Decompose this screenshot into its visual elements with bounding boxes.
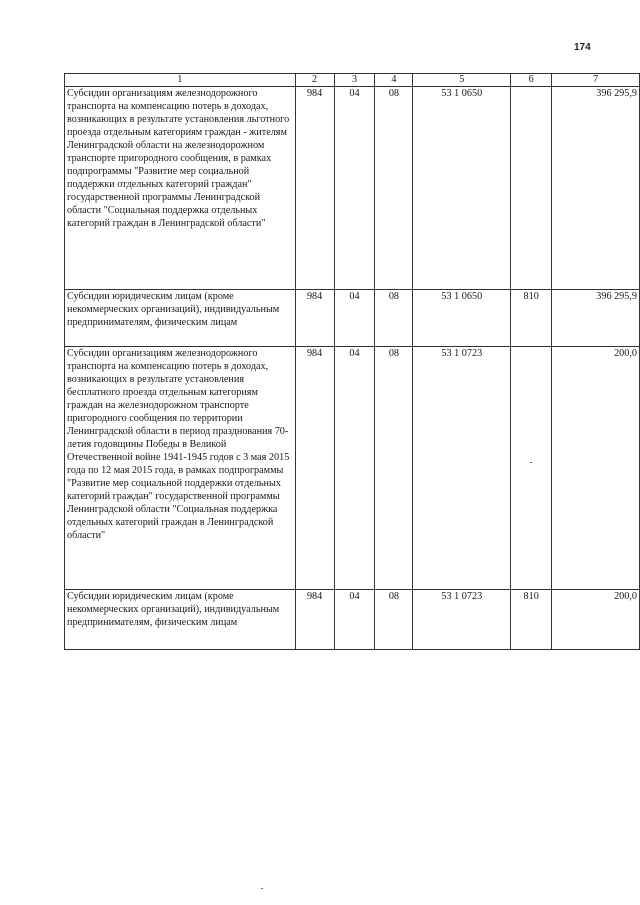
budget-table <box>64 73 640 650</box>
cell-ministry-code: 984 <box>295 87 334 290</box>
cell-subsection: 08 <box>375 590 413 650</box>
table-row <box>65 290 640 347</box>
row-description: Субсидии юридическим лицам (кроме некоммерческих организаций), индивидуальным предпринимателям, физическим лицам <box>65 290 296 347</box>
cell-section: 04 <box>334 347 375 590</box>
cell-section: 04 <box>334 290 375 347</box>
header-row <box>65 74 640 87</box>
cell-target-article: 53 1 0650 <box>413 87 511 290</box>
column-header: 3 <box>334 74 375 87</box>
cell-amount: 396 295,9 <box>552 87 640 290</box>
cell-expense-type <box>511 87 552 290</box>
column-header: 4 <box>375 74 413 87</box>
cell-ministry-code: 984 <box>295 347 334 590</box>
table-row <box>65 347 640 590</box>
table-row <box>65 87 640 290</box>
column-header: 7 <box>552 74 640 87</box>
cell-ministry-code: 984 <box>295 290 334 347</box>
cell-expense-type: 810 <box>511 290 552 347</box>
page-number: 174 <box>574 42 591 53</box>
scan-speck <box>261 888 263 889</box>
scan-speck <box>530 462 532 463</box>
cell-section: 04 <box>334 590 375 650</box>
row-description: Субсидии организациям железнодорожного транспорта на компенсацию потерь в доходах, возникающих в результате установления бесплатного проезда отдельным категориям граждан на железнодорожном транспорте пригородного сообщения по территории Ленинградской области в период празднования 70-летия годовщины Победы в Великой Отечественной войне 1941-1945 годов с 3 мая 2015 года по 12 мая 2015 года, в рамках подпрограммы "Развитие мер социальной поддержки отдельных категорий граждан" государственной программы Ленинградской области "Социальная поддержка отдельных категорий граждан в Ленинградской области" <box>65 347 296 590</box>
cell-expense-type: 810 <box>511 590 552 650</box>
cell-section: 04 <box>334 87 375 290</box>
column-header: 1 <box>65 74 296 87</box>
cell-amount: 200,0 <box>552 590 640 650</box>
column-header: 6 <box>511 74 552 87</box>
row-description: Субсидии юридическим лицам (кроме некоммерческих организаций), индивидуальным предпринимателям, физическим лицам <box>65 590 296 650</box>
cell-target-article: 53 1 0723 <box>413 347 511 590</box>
cell-expense-type <box>511 347 552 590</box>
cell-subsection: 08 <box>375 290 413 347</box>
row-description: Субсидии организациям железнодорожного транспорта на компенсацию потерь в доходах, возникающих в результате установления льготного проезда отдельным категориям граждан - жителям Ленинградской области на железнодорожном транспорте пригородного сообщения, в рамках подпрограммы "Развитие мер социальной поддержки отдельных категорий граждан" государственной программы Ленинградской области "Социальная поддержка отдельных категорий граждан в Ленинградской области" <box>65 87 296 290</box>
cell-amount: 200,0 <box>552 347 640 590</box>
cell-subsection: 08 <box>375 87 413 290</box>
cell-target-article: 53 1 0723 <box>413 590 511 650</box>
cell-amount: 396 295,9 <box>552 290 640 347</box>
column-header: 5 <box>413 74 511 87</box>
cell-ministry-code: 984 <box>295 590 334 650</box>
cell-target-article: 53 1 0650 <box>413 290 511 347</box>
column-header: 2 <box>295 74 334 87</box>
cell-subsection: 08 <box>375 347 413 590</box>
table-row <box>65 590 640 650</box>
